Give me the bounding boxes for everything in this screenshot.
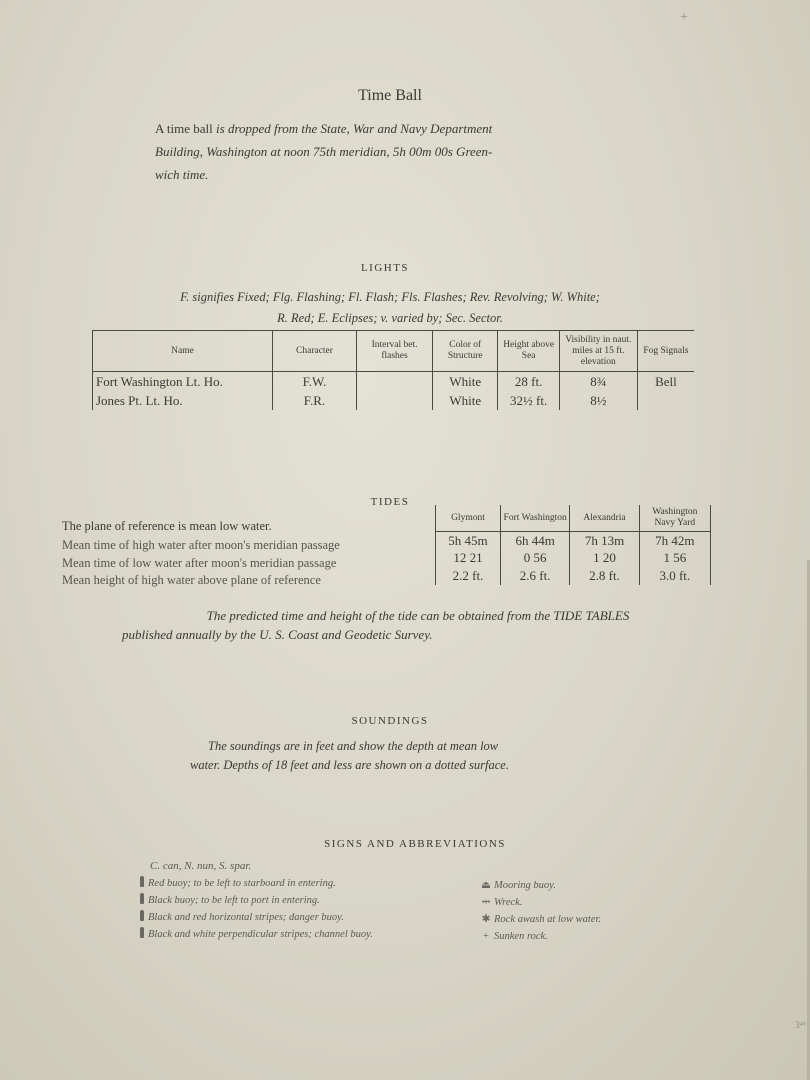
lights-legend-line-1: F. signifies Fixed; Flg. Flashing; Fl. Flash; Fls. Flashes; Rev. Revolving; W. White; (180, 290, 600, 304)
col-navy-yard: Washington Navy Yard (639, 505, 710, 532)
soundings-line-2: water. Depths of 18 feet and less are shown on a dotted surface. (190, 758, 509, 772)
red-buoy-icon (140, 876, 144, 887)
mooring-buoy-icon: ⏏ (481, 880, 491, 891)
light-color: White (432, 391, 498, 410)
col-fog: Fog Signals (637, 331, 694, 372)
light-color: White (432, 372, 498, 392)
table-row (436, 532, 711, 550)
sunken-rock-icon: + (483, 931, 489, 942)
light-name: Fort Washington Lt. Ho. (93, 372, 273, 392)
signs-heading: SIGNS AND ABBREVIATIONS (324, 838, 506, 850)
tide-label-low: Mean time of low water after moon's meridian passage (62, 555, 337, 570)
tide-label-high: Mean time of high water after moon's meridian passage (62, 538, 340, 552)
signs-right-list (478, 877, 678, 945)
list-item: ⏏ Mooring buoy. (478, 877, 678, 894)
low-water-glymont: 12 21 (436, 550, 501, 568)
soundings-heading: SOUNDINGS (351, 715, 429, 727)
margin-number: 3⁴⁵ (795, 1020, 806, 1030)
list-item: + Sunken rock. (478, 928, 678, 945)
low-water-alexandria: 1 20 (570, 550, 639, 568)
col-height: Height above Sea (498, 331, 559, 372)
rock-awash-icon: ✱ (481, 914, 491, 925)
lights-header-row (93, 331, 695, 372)
light-character: F.W. (272, 372, 356, 392)
time-ball-title: Time Ball (358, 87, 422, 104)
lights-legend-line-2: R. Red; E. Eclipses; v. varied by; Sec. Sector. (277, 311, 503, 325)
tides-note-line-2: published annually by the U. S. Coast and Geodetic Survey. (122, 627, 433, 642)
high-water-glymont: 5h 45m (436, 532, 501, 550)
col-color: Color of Structure (432, 331, 498, 372)
tides-reference-note: The plane of reference is mean low water. (62, 519, 272, 533)
light-height: 32½ ft. (498, 391, 559, 410)
channel-buoy-icon (140, 927, 144, 938)
low-water-navy-yard: 1 56 (639, 550, 710, 568)
list-item: Black and white perpendicular stripes; channel buoy. (140, 926, 480, 943)
list-item: Red buoy; to be left to starboard in entering. (140, 875, 480, 892)
table-row (93, 372, 695, 392)
table-row (93, 391, 695, 410)
list-item: ✱ Rock awash at low water. (478, 911, 678, 928)
light-fog: Bell (637, 372, 694, 392)
tides-table (435, 505, 711, 585)
col-name: Name (93, 331, 273, 372)
list-item: Black and red horizontal stripes; danger buoy. (140, 909, 480, 926)
signs-abbreviations: C. can, N. nun, S. spar. (150, 860, 252, 872)
tides-note-line-1: The predicted time and height of the tide can be obtained from the TIDE TABLES (206, 608, 630, 623)
soundings-line-1: The soundings are in feet and show the depth at mean low (208, 739, 499, 753)
time-ball-paragraph (155, 117, 655, 186)
lights-table (92, 330, 694, 410)
high-water-navy-yard: 7h 42m (639, 532, 710, 550)
lights-heading: LIGHTS (360, 262, 410, 274)
table-row (436, 567, 711, 585)
tides-row-labels (62, 537, 434, 590)
time-ball-line-3: wich time. (155, 167, 209, 182)
light-interval (357, 372, 433, 392)
tides-header-row (436, 505, 711, 532)
time-ball-line-1-rest: is dropped from the State, War and Navy Department (212, 121, 493, 136)
light-fog (637, 391, 694, 410)
height-glymont: 2.2 ft. (436, 567, 501, 585)
light-interval (357, 391, 433, 410)
light-character: F.R. (272, 391, 356, 410)
time-ball-lead: A time ball (155, 121, 213, 136)
col-glymont: Glymont (436, 505, 501, 532)
col-fort-washington: Fort Washington (500, 505, 569, 532)
light-visibility: 8¾ (559, 372, 637, 392)
col-visibility: Visibility in naut. miles at 15 ft. elevation (559, 331, 637, 372)
col-character: Character (272, 331, 356, 372)
high-water-fort-washington: 6h 44m (500, 532, 569, 550)
tides-note (118, 606, 718, 644)
table-row (436, 550, 711, 568)
light-visibility: 8½ (559, 391, 637, 410)
height-navy-yard: 3.0 ft. (639, 567, 710, 585)
list-item: Black buoy; to be left to port in entering. (140, 892, 480, 909)
tide-label-height: Mean height of high water above plane of reference (62, 573, 321, 587)
height-alexandria: 2.8 ft. (570, 567, 639, 585)
danger-buoy-icon (140, 910, 144, 921)
col-alexandria: Alexandria (570, 505, 639, 532)
registration-mark: + (680, 10, 688, 25)
list-item: ⇹ Wreck. (478, 894, 678, 911)
tides-heading: TIDES (370, 496, 410, 508)
low-water-fort-washington: 0 56 (500, 550, 569, 568)
signs-left-list (140, 875, 480, 943)
high-water-alexandria: 7h 13m (570, 532, 639, 550)
time-ball-line-2: Building, Washington at noon 75th meridian, 5h 00m 00s Green- (155, 144, 493, 159)
soundings-paragraph (190, 737, 610, 775)
height-fort-washington: 2.6 ft. (500, 567, 569, 585)
light-height: 28 ft. (498, 372, 559, 392)
wreck-icon: ⇹ (481, 897, 491, 908)
black-buoy-icon (140, 893, 144, 904)
light-name: Jones Pt. Lt. Ho. (93, 391, 273, 410)
time-ball-line-1 (155, 117, 655, 140)
col-interval: Interval bet. flashes (357, 331, 433, 372)
